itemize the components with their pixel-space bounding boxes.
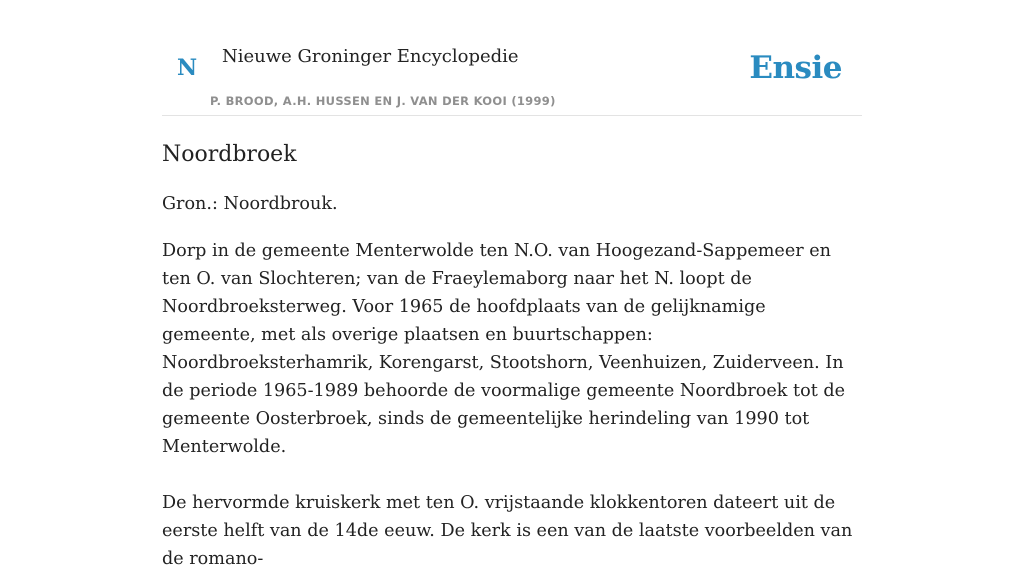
entry-paragraph-dialect: Gron.: Noordbrouk. [162,194,338,214]
entry-title: Noordbroek [162,142,297,167]
entry-paragraph-church: De hervormde kruiskerk met ten O. vrijstaande klokkentoren dateert uit de eerste helft van de 14de eeuw. De kerk is een van de laatste voorbeelden van de romano- [162,493,853,569]
page-container [162,0,862,573]
book-title-link[interactable]: Nieuwe Groninger Encyclopedie [222,46,519,67]
book-header [162,0,862,116]
entry-paragraph-description: Dorp in de gemeente Menterwolde ten N.O. van Hoogezand-Sappemeer en ten O. van Slochteren; van de Fraeylemaborg naar het N. loopt de Noordbroeksterweg. Voor 1965 de hoofdplaats van de gelijknamige gemeente, met als overige plaatsen en buurtschappen: Noordbroeksterhamrik, Korengarst, Stootshorn, Veenhuizen, Zuiderveen. In de periode 1965-1989 behoorde de voormalige gemeente Noordbroek tot de gemeente Oosterbroek, sinds de gemeentelijke herindeling van 1990 tot Menterwolde. [162,241,846,457]
book-authors: P. BROOD, A.H. HUSSEN EN J. VAN DER KOOI (1999) [210,94,556,108]
ensie-logo[interactable]: Ensie [749,50,842,86]
index-letter[interactable]: N [177,55,198,81]
